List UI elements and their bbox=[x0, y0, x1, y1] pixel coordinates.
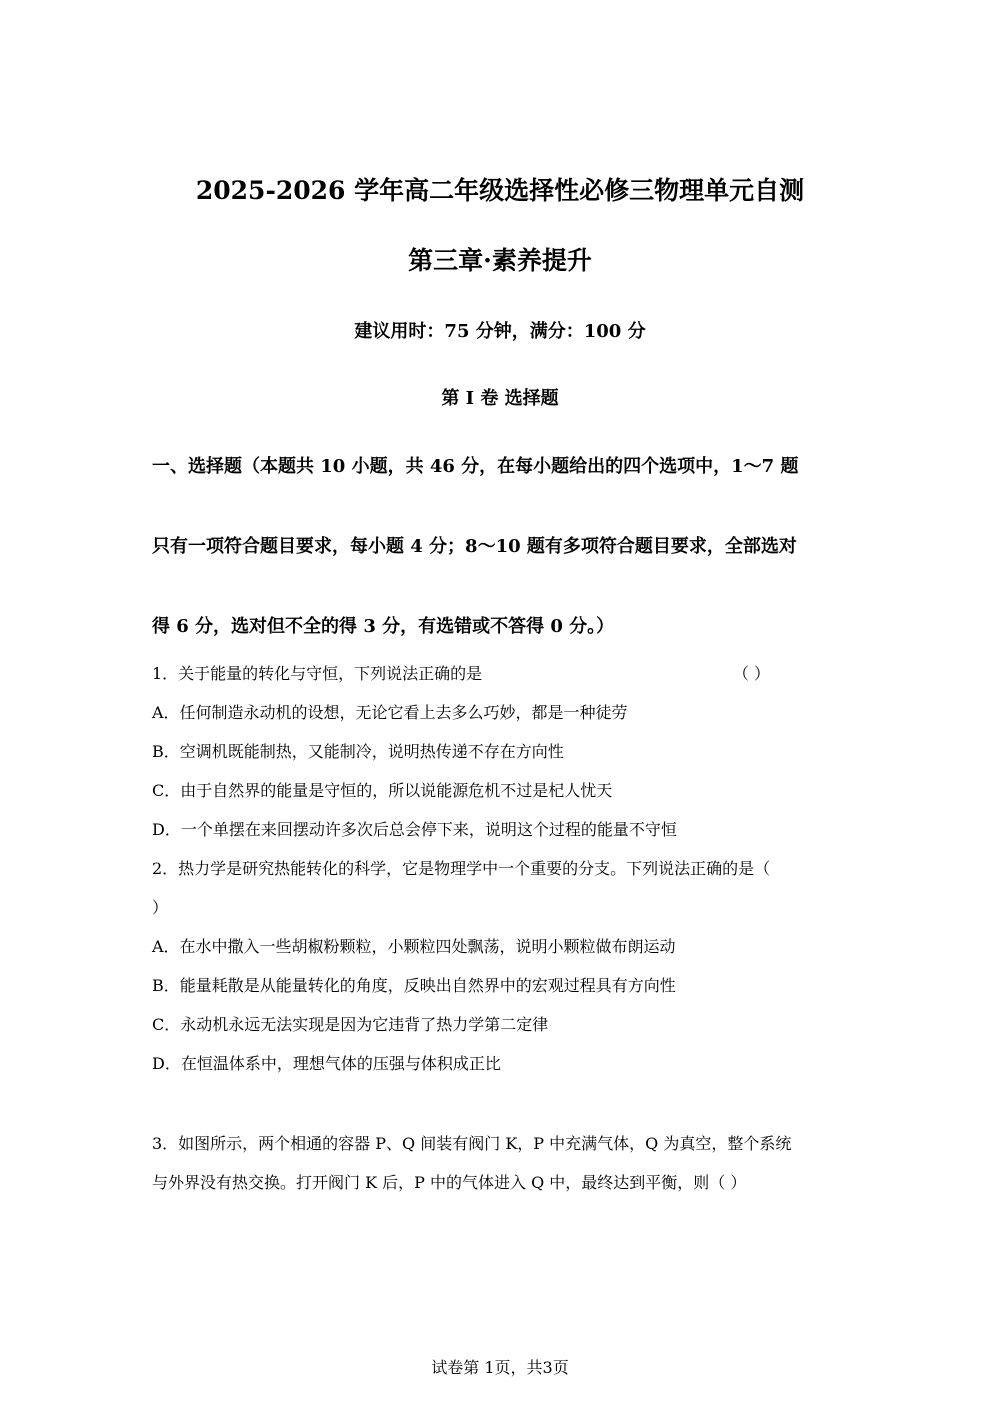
page-footer: 试卷第 1页，共3页 bbox=[431, 1358, 569, 1377]
option-a: A．在水中撒入一些胡椒粉颗粒，小颗粒四处飘荡，说明小颗粒做布朗运动 bbox=[152, 937, 676, 956]
question-stem: 2．热力学是研究热能转化的科学，它是物理学中一个重要的分支。下列说法正确的是（ bbox=[152, 859, 771, 878]
question-1 bbox=[152, 654, 852, 849]
option-d: D．一个单摆在来回摆动许多次后总会停下来，说明这个过程的能量不守恒 bbox=[152, 820, 677, 839]
option-b: B．能量耗散是从能量转化的角度，反映出自然界中的宏观过程具有方向性 bbox=[152, 976, 676, 995]
instruction-line: 得 6 分，选对但不全的得 3 分，有选错或不答得 0 分。） bbox=[152, 616, 615, 637]
option-c: C．永动机永远无法实现是因为它违背了热力学第二定律 bbox=[152, 1015, 549, 1034]
instruction-line: 一、选择题（本题共 10 小题，共 46 分，在每小题给出的四个选项中，1～7 题 bbox=[152, 456, 799, 477]
instruction-line: 只有一项符合题目要求，每小题 4 分；8～10 题有多项符合题目要求，全部选对 bbox=[152, 536, 797, 557]
chapter-subtitle: 第三章·素养提升 bbox=[408, 246, 592, 275]
answer-bracket: （ ） bbox=[732, 664, 770, 683]
time-score-info: 建议用时：75 分钟，满分：100 分 bbox=[354, 321, 646, 342]
question-stem: 1．关于能量的转化与守恒，下列说法正确的是 bbox=[152, 664, 483, 683]
option-a: A．任何制造永动机的设想，无论它看上去多么巧妙，都是一种徒劳 bbox=[152, 703, 628, 722]
question-stem: 与外界没有热交换。打开阀门 K 后，P 中的气体进入 Q 中，最终达到平衡，则（ ） bbox=[152, 1173, 747, 1192]
section-instructions bbox=[152, 427, 852, 667]
question-3 bbox=[152, 1124, 852, 1202]
section-heading: 第 Ⅰ 卷 选择题 bbox=[441, 388, 559, 409]
option-b: B．空调机既能制热，又能制冷，说明热传递不存在方向性 bbox=[152, 742, 564, 761]
question-stem-continuation: ） bbox=[152, 898, 169, 917]
option-d: D．在恒温体系中，理想气体的压强与体积成正比 bbox=[152, 1054, 501, 1073]
option-c: C．由于自然界的能量是守恒的，所以说能源危机不过是杞人忧天 bbox=[152, 781, 613, 800]
question-stem: 3．如图所示，两个相通的容器 P、Q 间装有阀门 K，P 中充满气体，Q 为真空，整个系统 bbox=[152, 1134, 792, 1153]
exam-title: 2025-2026 学年高二年级选择性必修三物理单元自测 bbox=[195, 176, 805, 205]
question-2 bbox=[152, 849, 852, 1083]
